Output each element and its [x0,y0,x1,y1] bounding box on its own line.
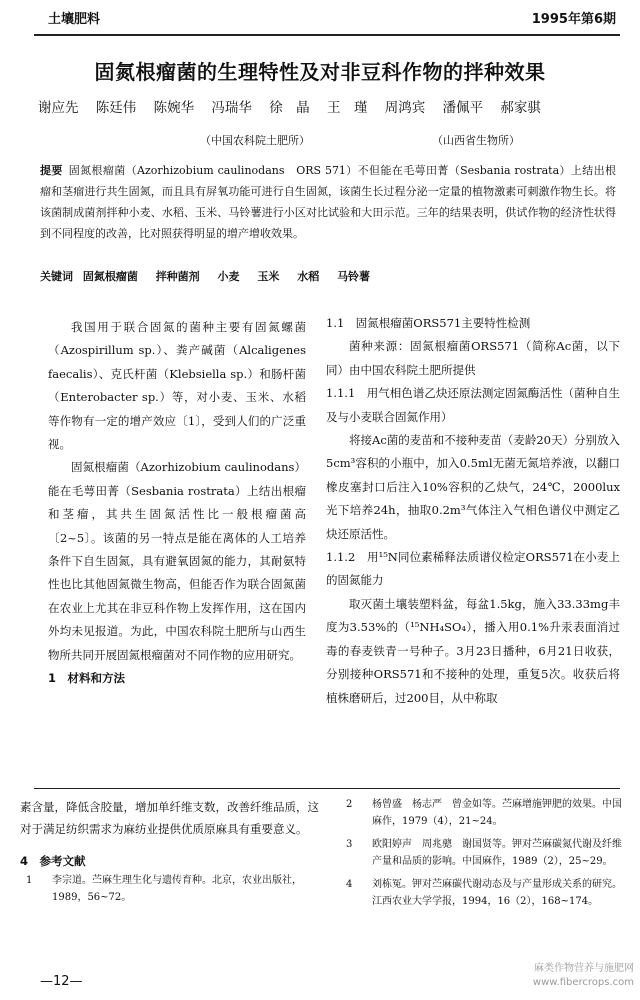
section-divider [34,788,620,789]
body-paragraph: 固氮根瘤菌（Azorhizobium caulinodans）能在毛萼田菁（Sesbania rostrata）上结出根瘤和茎瘤，其共生固氮活性比一般根瘤菌高〔2~5〕。该菌的另一特点是能在离体的人工培养条件下自生固氮，具有避氧固氮的能力，其耐氨特性也比其他固氮微生物高，但能否作为联合固氮菌在农业上尤其在非豆科作物上发挥作用，这在国内外均未见报道。为此，中国农科院土肥所与山西生物所共同开展固氮根瘤菌对不同作物的应用研究。 [48,460,306,662]
reference-text: 李宗道。苎麻生理生化与遗传育种。北京，农业出版社，1989，56~72。 [52,875,302,903]
keyword: 水稻 [297,270,320,283]
author: 潘佩平 [442,100,484,116]
previous-article-tail [20,796,324,906]
abstract-text: 固氮根瘤菌（Azorhizobium caulinodans ORS 571）不但能在毛萼田菁（Sesbania rostrata）上结出根瘤和茎瘤进行共生固氮，而且具有屏氧功能可进行自生固氮，该菌生长过程分泌一定量的植物激素可刺激作物生长。将该菌制成菌剂拌种小麦、水稻、玉米、马铃薯进行小区对比试验和大田示范。三年的结果表明，供试作物的经济性状得到不同程度的改善，比对照获得明显的增产增收效果。 [40,164,617,240]
keywords-label: 关键词 [40,270,73,283]
keywords [40,268,616,284]
author: 郝家骐 [500,100,541,116]
reference-text: 欧阳婷声 周兆骢 谢国贤等。钾对苎麻碳氮代谢及纤维产量和品质的影响。中国麻作，1989（2），25~29。 [372,839,622,867]
page-number: —12— [40,974,83,989]
right-column [326,312,620,710]
watermark-line: 麻类作物营养与施肥网 [534,963,634,974]
affiliation: （中国农科院土肥所） [200,134,310,147]
author: 徐 晶 [269,100,310,116]
reference-item [340,876,624,910]
author: 周鸿宾 [384,100,426,116]
affiliation: （山西省生物所） [432,134,520,147]
watermark-line: www.fibercrops.com [532,977,634,988]
author: 王 瑾 [326,100,368,116]
reference-number: 1 [26,875,33,886]
reference-item [340,796,624,830]
subsection-heading: 1.1 固氮根瘤菌ORS571主要特性检测 [326,316,531,330]
abstract-label: 提要 [40,164,63,177]
reference-number: 2 [346,799,353,810]
left-column [48,316,306,691]
author: 陈婉华 [153,100,195,116]
references-heading: 4 参考文献 [20,854,86,868]
abstract [40,160,616,244]
site-watermark [533,962,634,990]
article-title: 固氮根瘤菌的生理特性及对非豆科作物的拌种效果 [94,60,546,84]
keyword: 马铃薯 [337,270,371,283]
body-paragraph: 素含量，降低含胶量，增加单纤维支数，改善纤维品质，这对于满足纺织需求为麻纺业提供优质原麻具有重要意义。 [20,800,319,836]
author: 冯瑞华 [211,100,252,116]
references-continued [340,796,624,910]
subsection-heading: 1.1.2 用¹⁵N同位素稀释法质谱仪检定ORS571在小麦上的固氮能力 [326,550,620,588]
section-heading: 1 材料和方法 [48,671,126,686]
keyword: 小麦 [217,270,240,283]
reference-number: 3 [346,839,353,850]
issue-number: 1995年第6期 [531,12,616,27]
subsection-heading: 1.1.1 用气相色谱乙炔还原法测定固氮酶活性（菌种自生及与小麦联合固氮作用） [326,386,620,424]
reference-item [340,836,624,870]
reference-number: 4 [346,879,353,890]
keyword: 玉米 [257,270,280,283]
body-paragraph: 我国用于联合固氮的菌种主要有固氮螺菌（Azospirillum sp.）、粪产碱菌（Alcaligenes faecalis）、克氏杆菌（Klebsiella sp.）和肠杆菌（Enterobacter sp.）等，对小麦、玉米、水稻等作物有一定的增产效应〔1〕，受到人们的广泛重视。 [48,320,306,452]
reference-text: 杨曾盛 杨志严 曾金如等。苎麻增施钾肥的效果。中国麻作，1979（4），21~24。 [372,799,622,827]
keyword: 固氮根瘤菌 [82,270,138,283]
body-paragraph: 将接Ac菌的麦苗和不接种麦苗（麦龄20天）分别放入5cm³容积的小瓶中，加入0.5ml无菌无氮培养液，以翻口橡皮塞封口后注入10%容积的乙炔气，24℃，2000lux光下培养24h，抽取0.2m³气体注入气相色谱仪中测定乙炔还原活性。 [326,433,620,541]
reference-text: 刘栋冤。钾对苎麻碳代谢动态及与产量形成关系的研究。江西农业大学学报，1994，16（2），168~174。 [372,879,622,907]
reference-item [20,872,324,906]
body-paragraph: 取灭菌土壤装塑料盆，每盆1.5kg，施入33.33mg丰度为3.53%的（¹⁵NH₄SO₄），播入用0.1%升汞表面消过毒的春麦铁青一号种子。3月23日播种，6月21日收获，分别接种ORS571和不接种的处理，重复5次。收获后将植株磨研后，过200目，从中称取 [326,596,620,705]
author: 陈廷伟 [95,100,137,116]
header-rule [34,34,620,36]
keyword: 拌种菌剂 [155,270,200,283]
author-list [38,96,620,116]
journal-name: 土壤肥料 [48,12,101,27]
body-paragraph: 菌种来源：固氮根瘤菌ORS571（简称Ac菌，以下同）由中国农科院土肥所提供 [326,339,620,377]
author: 谢应先 [38,100,79,116]
